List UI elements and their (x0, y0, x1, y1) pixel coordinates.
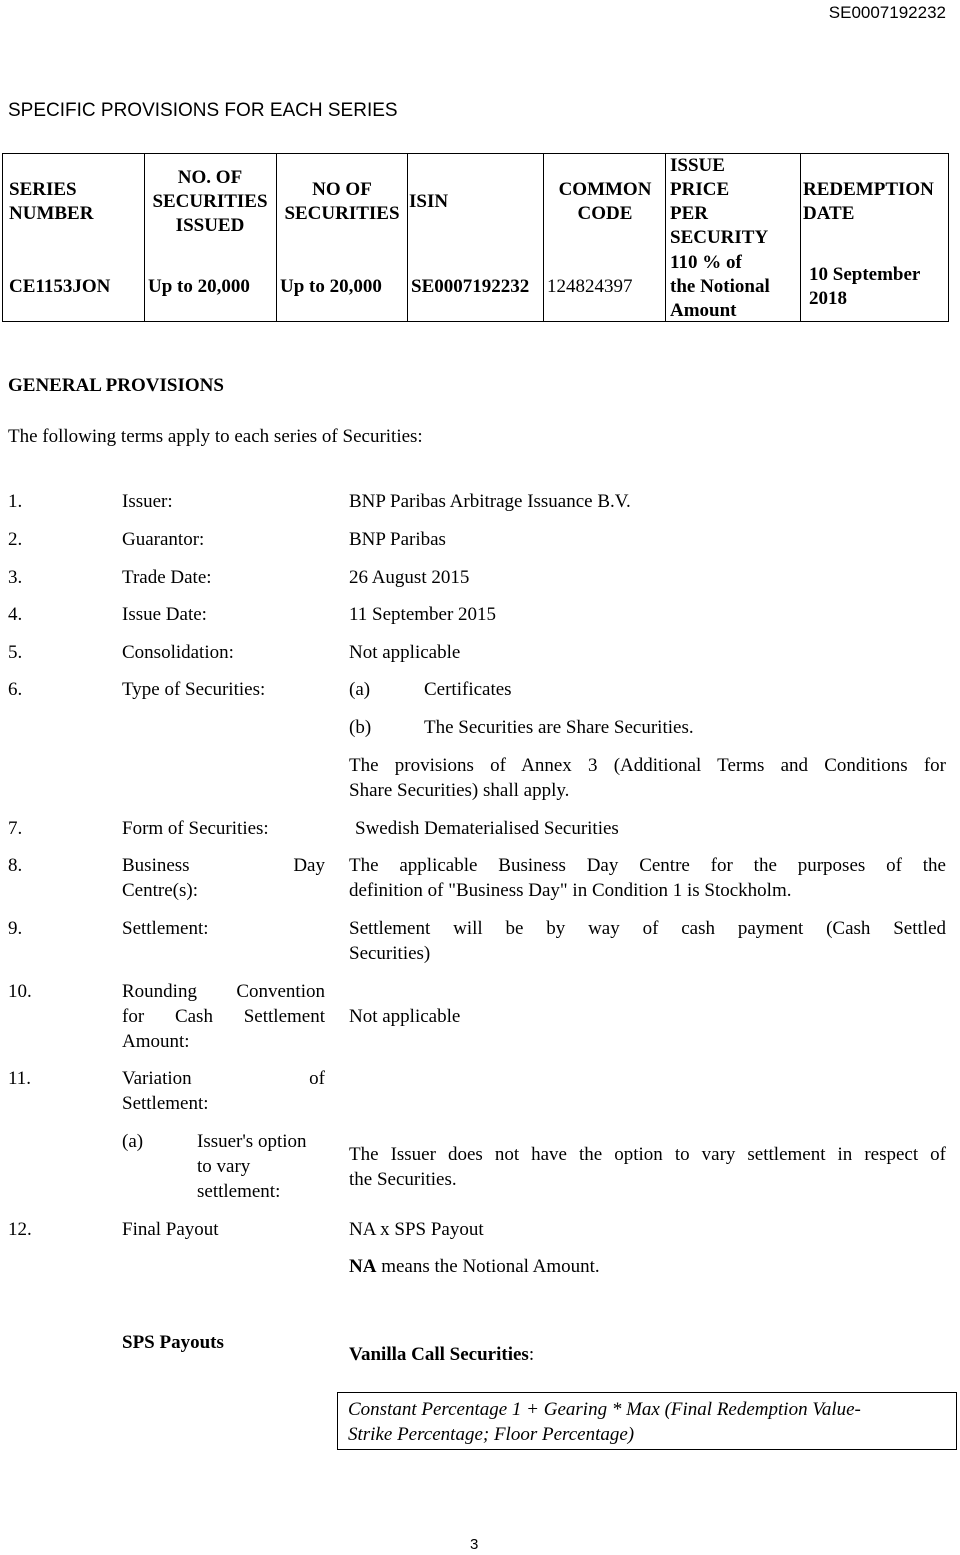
item-number: 2. (8, 529, 23, 550)
header-series-number: SERIES NUMBER (9, 179, 94, 224)
item-label-business-day-line-1: Business Day (122, 855, 325, 876)
item-number: 8. (8, 855, 23, 876)
cell-issue-price: 110 % of the Notional Amount (670, 252, 770, 321)
item-value-issuers-option-line-1: The Issuer does not have the option to vary settlement in respect of (349, 1144, 946, 1165)
payout-formula-line-1: Constant Percentage 1 + Gearing * Max (Final Redemption Value- (348, 1399, 861, 1420)
item-value-final-payout: NA x SPS Payout (349, 1219, 484, 1240)
item-value-issuers-option-line-2: the Securities. (349, 1169, 457, 1190)
sps-payouts-label: SPS Payouts (122, 1332, 224, 1353)
item-number: 6. (8, 679, 23, 700)
item-value-issue-date: 11 September 2015 (349, 604, 497, 625)
item-label-rounding-line-2: for Cash Settlement (122, 1006, 325, 1027)
item-number: 5. (8, 642, 23, 663)
item-value-share-securities: The Securities are Share Securities. (424, 717, 694, 738)
item-number: 11. (8, 1068, 32, 1089)
sps-payout-title (349, 1342, 534, 1367)
header-redemption-date: REDEMPTION DATE (803, 179, 934, 224)
cell-isin: SE0007192232 (411, 276, 530, 297)
item-note-annex-3-line-2: Share Securities) shall apply. (349, 780, 570, 801)
item-label-settlement: Settlement: (122, 918, 209, 939)
item-number: 7. (8, 818, 23, 839)
na-term: NA (349, 1256, 377, 1277)
header-issue-price: ISSUE PRICE PER SECURITY (670, 155, 769, 248)
item-marker-b: (b) (349, 717, 372, 738)
cell-no-issued: Up to 20,000 (148, 276, 250, 297)
item-label-type-of-securities: Type of Securities: (122, 679, 266, 700)
item-label-consolidation: Consolidation: (122, 642, 234, 663)
header-no-securities-issued: NO. OF SECURITIES ISSUED (152, 167, 268, 236)
document-code: SE0007192232 (828, 3, 946, 22)
item-number: 3. (8, 567, 23, 588)
item-label-issuers-option-line-3: settlement: (197, 1181, 281, 1202)
item-number: 10. (8, 981, 32, 1002)
item-label-variation-line-1: Variation of (122, 1068, 325, 1089)
item-value-consolidation: Not applicable (349, 642, 461, 663)
item-label-final-payout: Final Payout (122, 1219, 219, 1240)
item-note-notional-amount (349, 1254, 600, 1279)
cell-common-code: 124824397 (547, 276, 633, 297)
item-number: 12. (8, 1219, 32, 1240)
header-common-code: COMMON CODE (558, 179, 652, 224)
item-number: 1. (8, 491, 23, 512)
item-number: 9. (8, 918, 23, 939)
item-label-variation-line-2: Settlement: (122, 1093, 209, 1114)
item-value-rounding: Not applicable (349, 1006, 461, 1027)
item-label-trade-date: Trade Date: (122, 567, 212, 588)
item-marker-a: (a) (349, 679, 371, 700)
item-label-issuer: Issuer: (122, 491, 173, 512)
item-label-issuers-option-line-1: Issuer's option (197, 1131, 307, 1152)
item-value-settlement-line-2: Securities) (349, 943, 431, 964)
payout-formula-line-2: Strike Percentage; Floor Percentage) (348, 1424, 635, 1445)
general-provisions-title: GENERAL PROVISIONS (8, 375, 224, 396)
item-label-rounding-line-1: Rounding Convention (122, 981, 325, 1002)
cell-redemption-date: 10 September 2018 (809, 264, 921, 309)
item-note-annex-3-line-1: The provisions of Annex 3 (Additional Terms and Conditions for (349, 755, 946, 776)
section-title: SPECIFIC PROVISIONS FOR EACH SERIES (8, 100, 398, 121)
item-label-business-day-line-2: Centre(s): (122, 880, 198, 901)
item-number: 4. (8, 604, 23, 625)
item-label-issuers-option-line-2: to vary (197, 1156, 251, 1177)
vanilla-call-title: Vanilla Call Securities (349, 1344, 529, 1365)
item-value-trade-date: 26 August 2015 (349, 567, 470, 588)
cell-series-number: CE1153JON (9, 276, 111, 297)
header-isin: ISIN (409, 191, 449, 212)
header-no-of-securities: NO OF SECURITIES (284, 179, 400, 224)
payout-formula-box (337, 1392, 957, 1450)
series-table (2, 153, 949, 322)
vanilla-call-colon: : (528, 1344, 535, 1365)
item-value-form-of-securities: Swedish Dematerialised Securities (355, 818, 619, 839)
item-label-rounding-line-3: Amount: (122, 1031, 190, 1052)
general-provisions-intro: The following terms apply to each series of Securities: (8, 426, 423, 447)
item-label-form-of-securities: Form of Securities: (122, 818, 269, 839)
item-value-business-day-line-2: definition of "Business Day" in Condition 1 is Stockholm. (349, 880, 792, 901)
item-value-certificates: Certificates (424, 679, 512, 700)
item-label-guarantor: Guarantor: (122, 529, 205, 550)
cell-no-securities: Up to 20,000 (280, 276, 382, 297)
page-number: 3 (470, 1536, 479, 1553)
item-label-issue-date: Issue Date: (122, 604, 207, 625)
item-value-business-day-line-1: The applicable Business Day Centre for the purposes of the (349, 855, 946, 876)
item-value-issuer: BNP Paribas Arbitrage Issuance B.V. (349, 491, 631, 512)
na-definition: means the Notional Amount. (376, 1256, 600, 1277)
item-value-settlement-line-1: Settlement will be by way of cash payment (Cash Settled (349, 918, 946, 939)
item-marker-a: (a) (122, 1131, 144, 1152)
item-value-guarantor: BNP Paribas (349, 529, 446, 550)
